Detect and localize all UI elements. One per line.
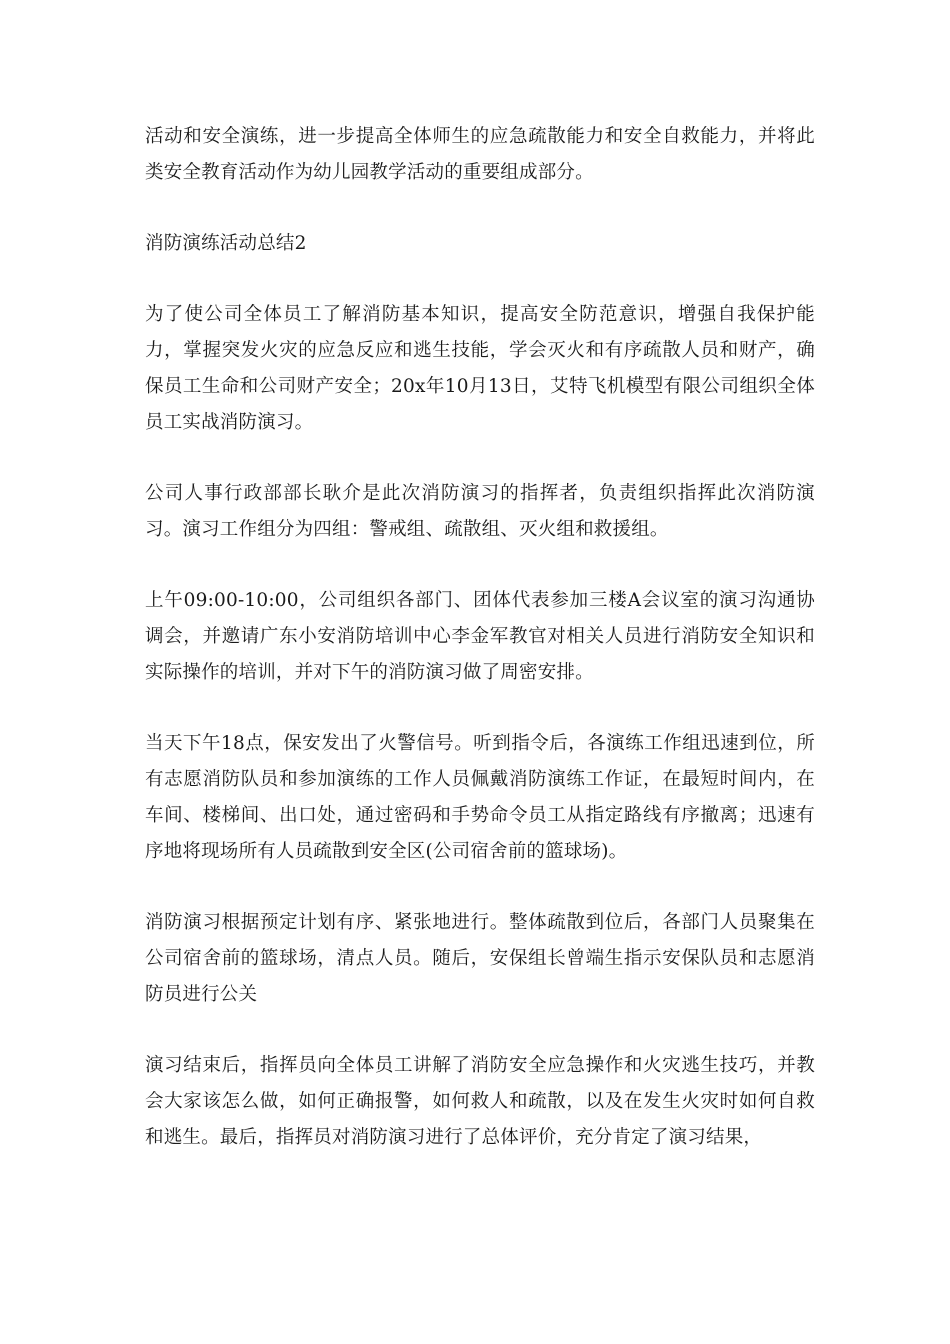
paragraph-1: 活动和安全演练，进一步提高全体师生的应急疏散能力和安全自救能力，并将此类安全教育活动作为幼儿园教学活动的重要组成部分。: [145, 126, 815, 183]
document-body: [145, 119, 815, 1191]
paragraph-2: 为了使公司全体员工了解消防基本知识，提高安全防范意识，增强自我保护能力，掌握突发火灾的应急反应和逃生技能，学会灭火和有序疏散人员和财产，确保员工生命和公司财产安全；20x年10月13日，艾特飞机模型有限公司组织全体员工实战消防演习。: [145, 304, 815, 433]
paragraph-4: 上午09:00-10:00，公司组织各部门、团体代表参加三楼A会议室的演习沟通协调会，并邀请广东小安消防培训中心李金军教官对相关人员进行消防安全知识和实际操作的培训，并对下午的消防演习做了周密安排。: [145, 590, 815, 683]
paragraph-5: 当天下午18点，保安发出了火警信号。听到指令后，各演练工作组迅速到位，所有志愿消防队员和参加演练的工作人员佩戴消防演练工作证，在最短时间内，在车间、楼梯间、出口处，通过密码和手势命令员工从指定路线有序撤离；迅速有序地将现场所有人员疏散到安全区(公司宿舍前的篮球场)。: [145, 733, 815, 862]
paragraph-7: 演习结束后，指挥员向全体员工讲解了消防安全应急操作和火灾逃生技巧，并教会大家该怎么做，如何正确报警，如何救人和疏散，以及在发生火灾时如何自救和逃生。最后，指挥员对消防演习进行了总体评价，充分肯定了演习结果，: [145, 1055, 815, 1148]
section-heading: 消防演练活动总结2: [145, 233, 307, 254]
paragraph-3: 公司人事行政部部长耿介是此次消防演习的指挥者，负责组织指挥此次消防演习。演习工作组分为四组：警戒组、疏散组、灭火组和救援组。: [145, 483, 815, 540]
paragraph-6: 消防演习根据预定计划有序、紧张地进行。整体疏散到位后，各部门人员聚集在公司宿舍前的篮球场，清点人员。随后，安保组长曾端生指示安保队员和志愿消防员进行公关: [145, 912, 815, 1005]
